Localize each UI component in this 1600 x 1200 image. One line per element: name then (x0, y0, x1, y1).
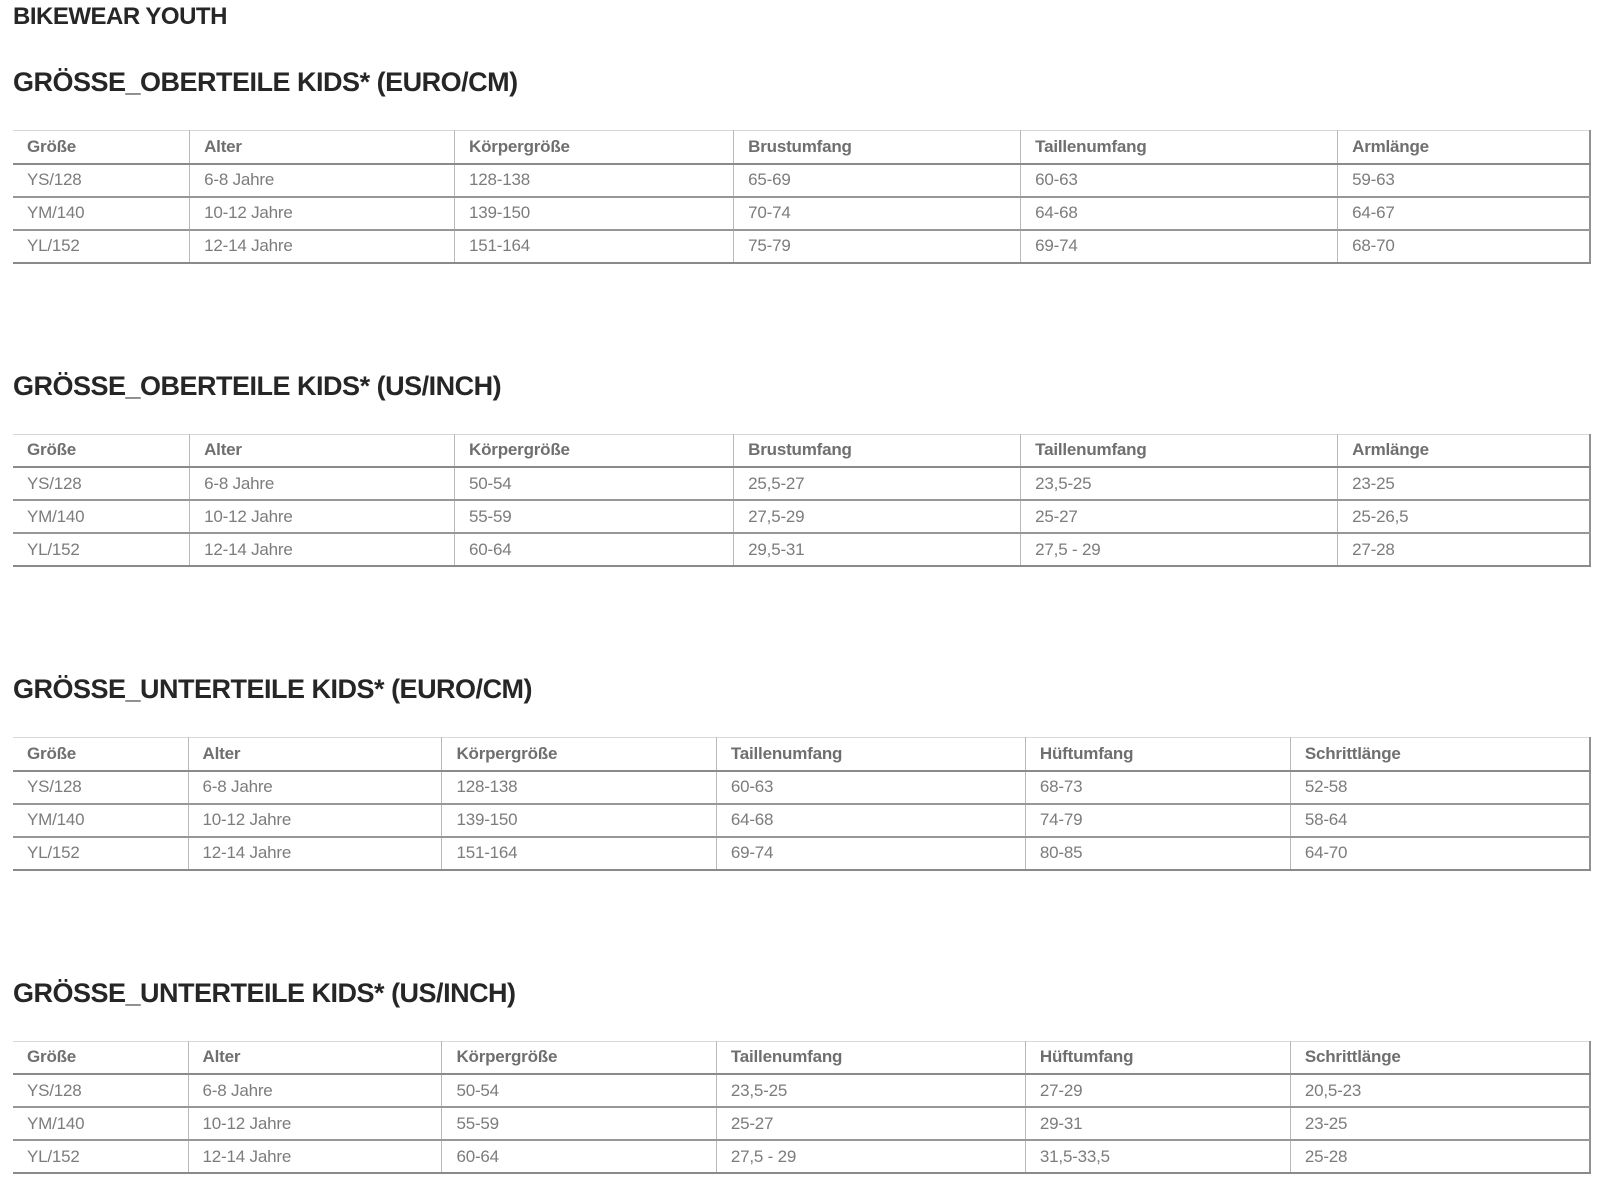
table-header-row (13, 131, 1590, 164)
table-cell: 151-164 (455, 230, 734, 263)
column-header: Körpergröße (442, 1041, 716, 1074)
column-header: Größe (13, 738, 188, 771)
table-row (13, 230, 1590, 263)
column-header: Größe (13, 131, 190, 164)
column-header: Hüftumfang (1025, 1041, 1290, 1074)
table-row (13, 197, 1590, 230)
table-row (13, 533, 1590, 566)
table-cell: 31,5-33,5 (1025, 1140, 1290, 1173)
table-cell: 80-85 (1025, 837, 1290, 870)
size-table-section (13, 978, 1591, 1175)
table-cell: YS/128 (13, 467, 190, 500)
table-row (13, 804, 1590, 837)
table-cell: 64-67 (1338, 197, 1590, 230)
column-header: Alter (190, 131, 455, 164)
table-cell: YM/140 (13, 804, 188, 837)
table-cell: 25,5-27 (734, 467, 1021, 500)
table-cell: 27-29 (1025, 1074, 1290, 1107)
size-table (13, 434, 1591, 568)
table-cell: 12-14 Jahre (190, 230, 455, 263)
table-cell: 75-79 (734, 230, 1021, 263)
table-cell: YS/128 (13, 164, 190, 197)
table-cell: 6-8 Jahre (190, 467, 455, 500)
column-header: Größe (13, 434, 190, 467)
column-header: Schrittlänge (1290, 738, 1590, 771)
table-header-row (13, 1041, 1590, 1074)
table-cell: YM/140 (13, 1107, 188, 1140)
table-cell: 151-164 (442, 837, 716, 870)
table-cell: 68-70 (1338, 230, 1590, 263)
table-cell: 12-14 Jahre (188, 837, 442, 870)
table-cell: 29-31 (1025, 1107, 1290, 1140)
table-cell: 68-73 (1025, 771, 1290, 804)
table-cell: 64-68 (716, 804, 1025, 837)
column-header: Alter (188, 1041, 442, 1074)
column-header: Taillenumfang (1021, 434, 1338, 467)
table-cell: 6-8 Jahre (188, 771, 442, 804)
size-table-section (13, 371, 1591, 568)
table-cell: YL/152 (13, 230, 190, 263)
table-cell: 27,5-29 (734, 500, 1021, 533)
table-cell: 12-14 Jahre (188, 1140, 442, 1173)
table-cell: 70-74 (734, 197, 1021, 230)
table-cell: 20,5-23 (1290, 1074, 1590, 1107)
table-cell: 23-25 (1338, 467, 1590, 500)
table-cell: YS/128 (13, 1074, 188, 1107)
table-cell: YL/152 (13, 1140, 188, 1173)
column-header: Körpergröße (442, 738, 716, 771)
section-heading: GRÖSSE_OBERTEILE KIDS* (EURO/CM) (13, 67, 518, 97)
table-cell: YL/152 (13, 533, 190, 566)
column-header: Brustumfang (734, 434, 1021, 467)
table-cell: 55-59 (455, 500, 734, 533)
page-title: BIKEWEAR YOUTH (13, 3, 227, 30)
table-cell: 23-25 (1290, 1107, 1590, 1140)
table-cell: 139-150 (455, 197, 734, 230)
column-header: Körpergröße (455, 434, 734, 467)
column-header: Größe (13, 1041, 188, 1074)
table-cell: 55-59 (442, 1107, 716, 1140)
column-header: Armlänge (1338, 434, 1590, 467)
table-row (13, 164, 1590, 197)
table-row (13, 1140, 1590, 1173)
table-cell: 52-58 (1290, 771, 1590, 804)
table-cell: 58-64 (1290, 804, 1590, 837)
table-cell: 12-14 Jahre (190, 533, 455, 566)
table-cell: 6-8 Jahre (188, 1074, 442, 1107)
table-cell: 128-138 (455, 164, 734, 197)
table-cell: 10-12 Jahre (190, 500, 455, 533)
table-cell: 64-68 (1021, 197, 1338, 230)
table-row (13, 467, 1590, 500)
column-header: Taillenumfang (716, 1041, 1025, 1074)
table-cell: 59-63 (1338, 164, 1590, 197)
size-table (13, 737, 1591, 871)
table-cell: 69-74 (1021, 230, 1338, 263)
table-cell: 64-70 (1290, 837, 1590, 870)
section-heading: GRÖSSE_UNTERTEILE KIDS* (EURO/CM) (13, 674, 533, 704)
table-cell: 27,5 - 29 (1021, 533, 1338, 566)
table-row (13, 771, 1590, 804)
table-cell: YS/128 (13, 771, 188, 804)
table-cell: 50-54 (442, 1074, 716, 1107)
column-header: Schrittlänge (1290, 1041, 1590, 1074)
table-cell: 60-63 (1021, 164, 1338, 197)
table-cell: 10-12 Jahre (188, 1107, 442, 1140)
table-header-row (13, 434, 1590, 467)
size-table (13, 130, 1591, 264)
table-row (13, 837, 1590, 870)
table-cell: 139-150 (442, 804, 716, 837)
size-tables (13, 67, 1591, 1174)
table-cell: 65-69 (734, 164, 1021, 197)
column-header: Körpergröße (455, 131, 734, 164)
table-cell: 60-64 (442, 1140, 716, 1173)
column-header: Taillenumfang (1021, 131, 1338, 164)
table-cell: 27,5 - 29 (716, 1140, 1025, 1173)
table-cell: 25-28 (1290, 1140, 1590, 1173)
column-header: Brustumfang (734, 131, 1021, 164)
table-cell: YM/140 (13, 500, 190, 533)
table-cell: 6-8 Jahre (190, 164, 455, 197)
table-cell: YM/140 (13, 197, 190, 230)
table-cell: 69-74 (716, 837, 1025, 870)
size-table-section (13, 674, 1591, 871)
column-header: Alter (188, 738, 442, 771)
table-cell: 29,5-31 (734, 533, 1021, 566)
table-cell: 23,5-25 (716, 1074, 1025, 1107)
table-cell: 50-54 (455, 467, 734, 500)
table-cell: 60-64 (455, 533, 734, 566)
table-row (13, 1107, 1590, 1140)
column-header: Hüftumfang (1025, 738, 1290, 771)
table-cell: 74-79 (1025, 804, 1290, 837)
table-cell: 10-12 Jahre (190, 197, 455, 230)
column-header: Alter (190, 434, 455, 467)
table-header-row (13, 738, 1590, 771)
column-header: Taillenumfang (716, 738, 1025, 771)
size-table-section (13, 67, 1591, 264)
table-cell: YL/152 (13, 837, 188, 870)
table-cell: 25-27 (1021, 500, 1338, 533)
table-cell: 10-12 Jahre (188, 804, 442, 837)
table-row (13, 1074, 1590, 1107)
table-cell: 60-63 (716, 771, 1025, 804)
table-cell: 25-26,5 (1338, 500, 1590, 533)
table-row (13, 500, 1590, 533)
size-table (13, 1041, 1591, 1175)
table-cell: 27-28 (1338, 533, 1590, 566)
table-cell: 23,5-25 (1021, 467, 1338, 500)
table-cell: 25-27 (716, 1107, 1025, 1140)
section-heading: GRÖSSE_UNTERTEILE KIDS* (US/INCH) (13, 977, 516, 1008)
section-heading: GRÖSSE_OBERTEILE KIDS* (US/INCH) (13, 370, 502, 401)
column-header: Armlänge (1338, 131, 1590, 164)
table-cell: 128-138 (442, 771, 716, 804)
